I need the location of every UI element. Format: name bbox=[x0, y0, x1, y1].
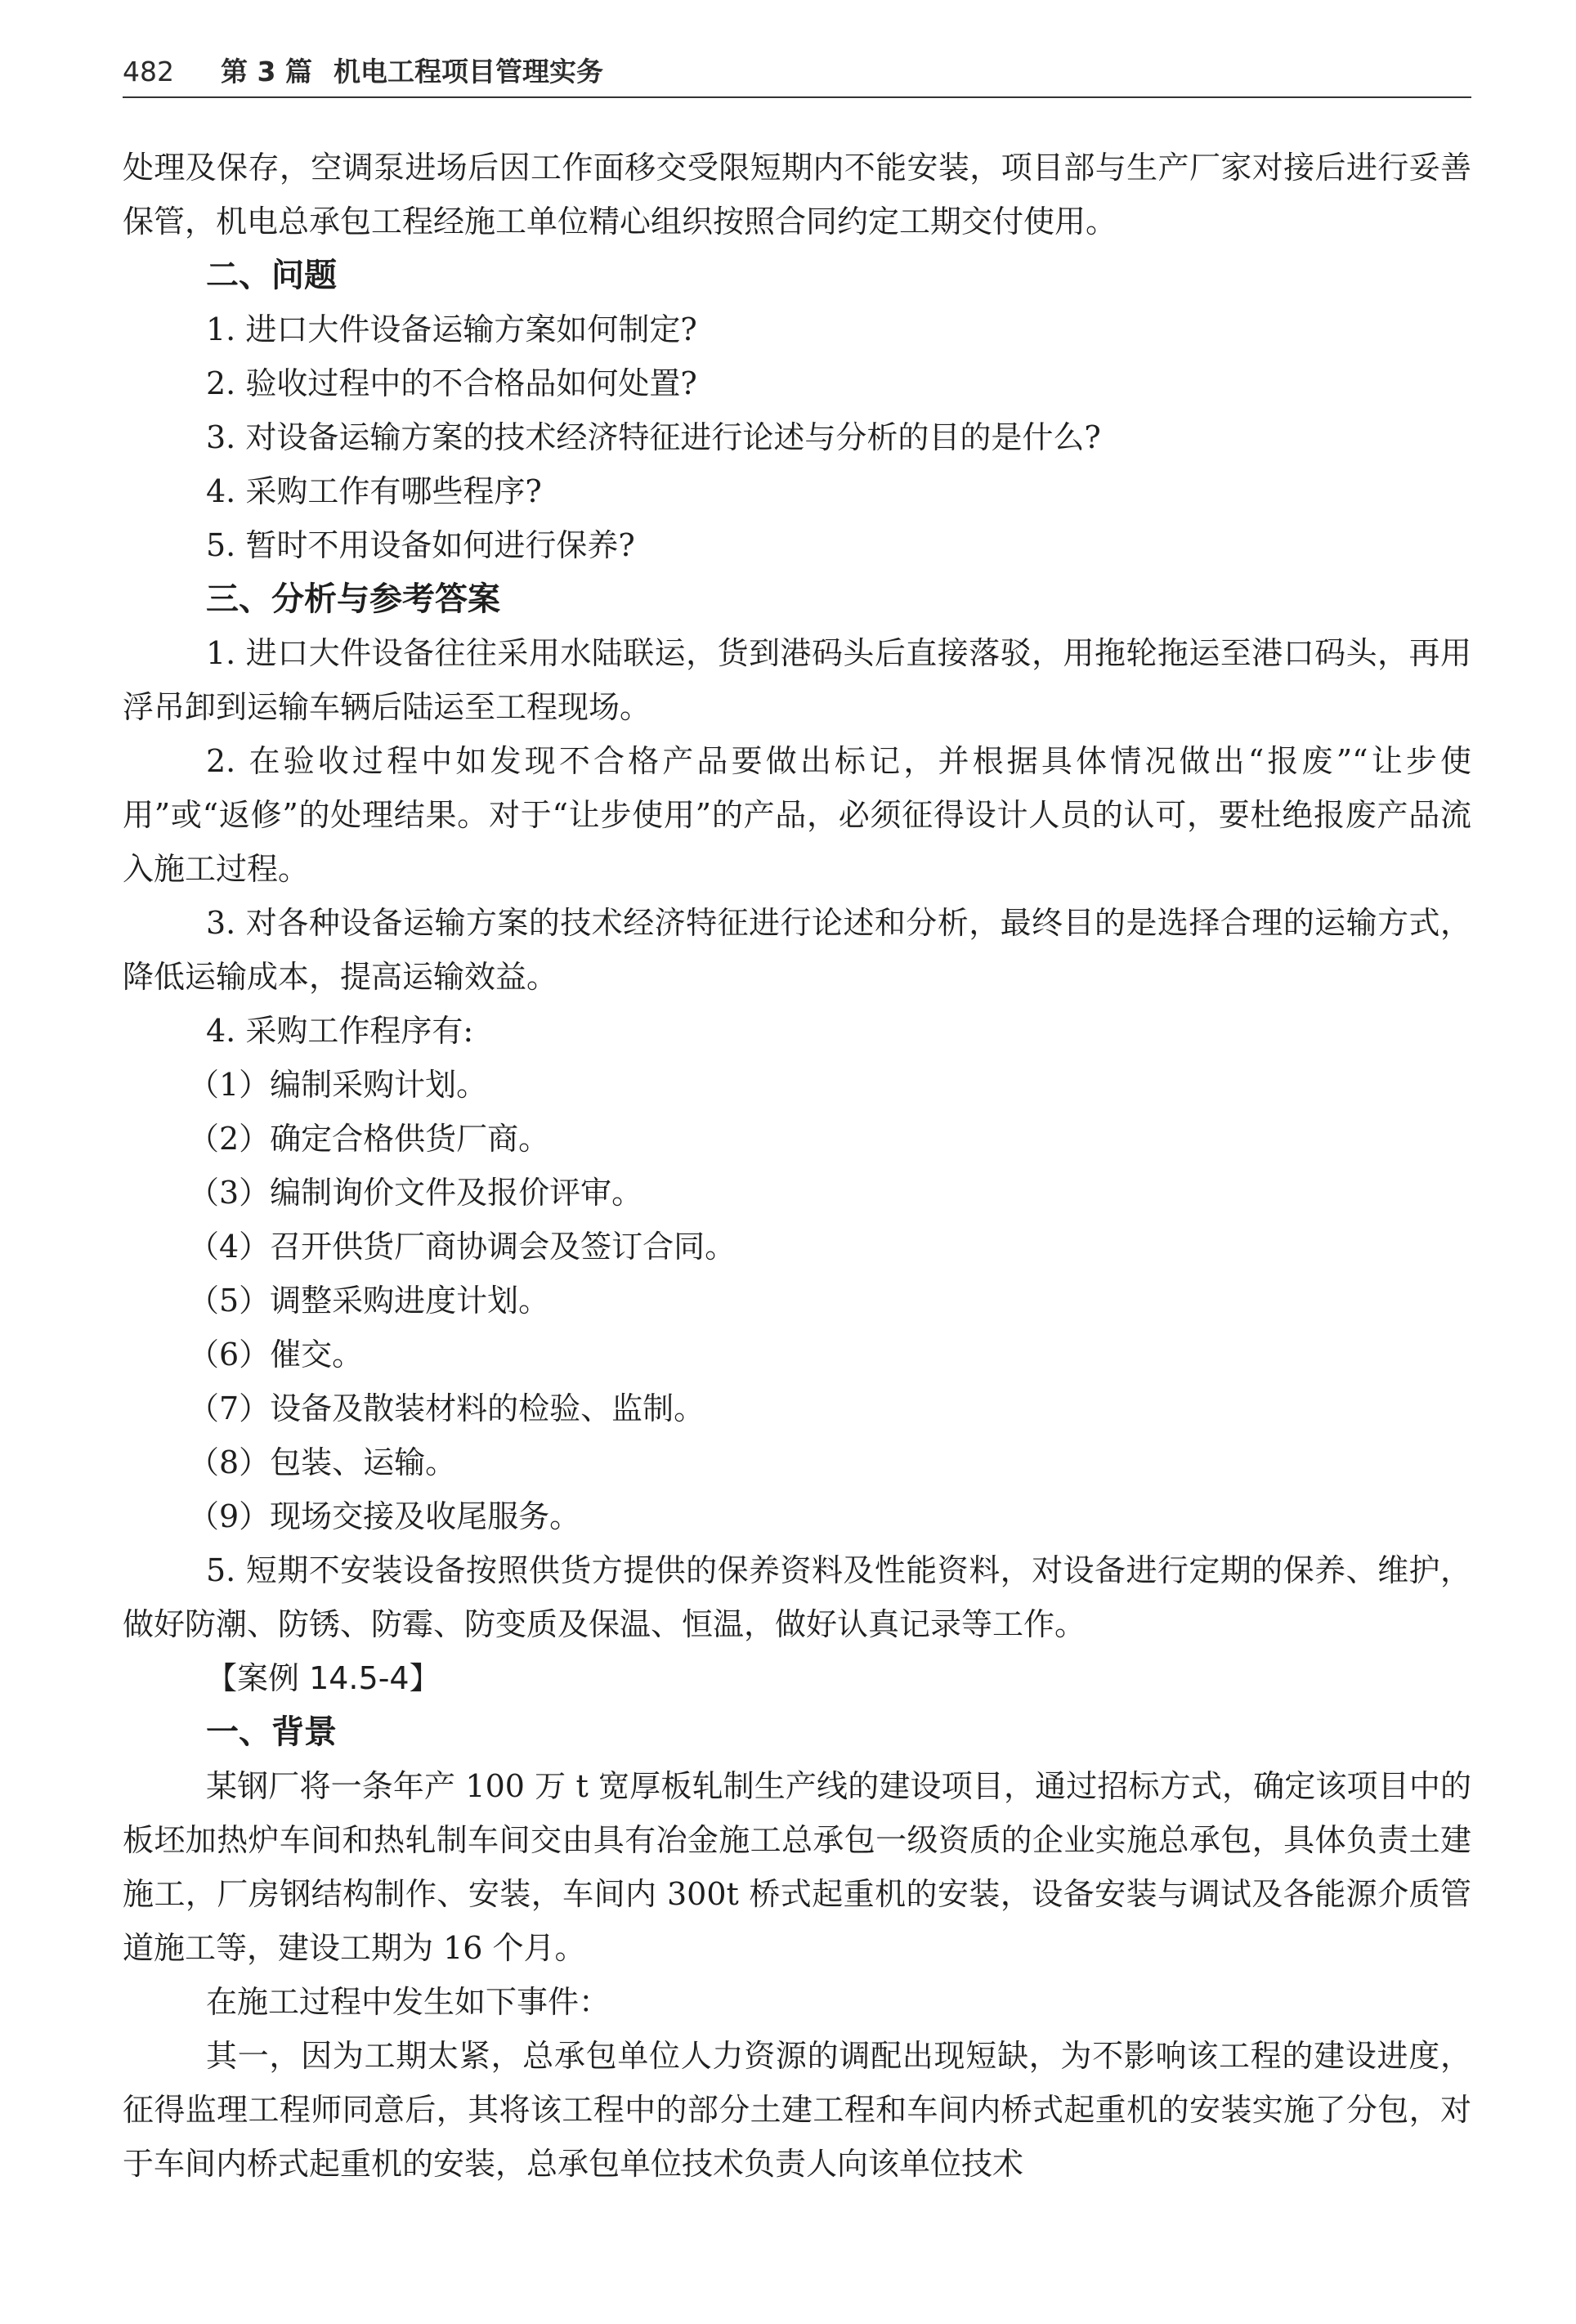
procurement-step: （2）确定合格供货厂商。 bbox=[188, 1121, 550, 1157]
procurement-step: （5）调整采购进度计划。 bbox=[188, 1283, 550, 1319]
procurement-step: （6）催交。 bbox=[188, 1337, 364, 1372]
page-number: 482 bbox=[123, 56, 174, 87]
procurement-step: （4）召开供货厂商协调会及签订合同。 bbox=[188, 1229, 737, 1265]
answer-1: 1. 进口大件设备往往采用水陆联运，货到港码头后直接落驳，用拖轮拖运至港口码头，再用浮吊卸到运输车辆后陆运至工程现场。 bbox=[123, 635, 1471, 725]
procurement-step: （1）编制采购计划。 bbox=[188, 1067, 488, 1103]
question-item: 1. 进口大件设备运输方案如何制定? bbox=[206, 311, 697, 347]
question-item: 3. 对设备运输方案的技术经济特征进行论述与分析的目的是什么? bbox=[206, 419, 1101, 455]
background-paragraph-2: 在施工过程中发生如下事件： bbox=[206, 1984, 611, 2020]
procurement-step: （7）设备及散装材料的检验、监制。 bbox=[188, 1390, 705, 1426]
background-paragraph-1: 某钢厂将一条年产 100 万 t 宽厚板轧制生产线的建设项目，通过招标方式，确定该项目中的板坯加热炉车间和热轧制车间交由具有冶金施工总承包一级资质的企业实施总承包，具体负责土建施工，厂房钢结构制作、安装，车间内 300t 桥式起重机的安装，设备安装与调试及各能源介质管道施工等，建设工期为 16 个月。 bbox=[123, 1768, 1471, 1966]
background-paragraph-3: 其一，因为工期太紧，总承包单位人力资源的调配出现短缺，为不影响该工程的建设进度，征得监理工程师同意后，其将该工程中的部分土建工程和车间内桥式起重机的安装实施了分包，对于车间内桥式起重机的安装，总承包单位技术负责人向该单位技术 bbox=[123, 2038, 1471, 2182]
case-label: 【案例 14.5-4】 bbox=[206, 1660, 441, 1696]
answer-3: 3. 对各种设备运输方案的技术经济特征进行论述和分析，最终目的是选择合理的运输方式，降低运输成本，提高运输效益。 bbox=[123, 905, 1471, 995]
procurement-step: （9）现场交接及收尾服务。 bbox=[188, 1498, 581, 1534]
background-heading: 一、背景 bbox=[206, 1713, 337, 1751]
procurement-step: （3）编制询价文件及报价评审。 bbox=[188, 1175, 643, 1211]
header-rule bbox=[123, 96, 1471, 98]
question-item: 4. 采购工作有哪些程序? bbox=[206, 473, 542, 509]
page-body bbox=[123, 141, 1471, 2191]
intro-paragraph: 处理及保存，空调泵进场后因工作面移交受限短期内不能安装，项目部与生产厂家对接后进行妥善保管，机电总承包工程经施工单位精心组织按照合同约定工期交付使用。 bbox=[123, 150, 1471, 240]
answers-heading: 三、分析与参考答案 bbox=[206, 580, 500, 618]
question-item: 5. 暂时不用设备如何进行保养? bbox=[206, 527, 635, 563]
page-header bbox=[123, 47, 1471, 96]
part-label: 第 3 篇 bbox=[221, 56, 312, 87]
chapter-title: 机电工程项目管理实务 bbox=[333, 56, 603, 87]
answer-4-title: 4. 采购工作程序有: bbox=[206, 1013, 474, 1049]
procurement-step: （8）包装、运输。 bbox=[188, 1444, 457, 1480]
question-item: 2. 验收过程中的不合格品如何处置? bbox=[206, 365, 697, 401]
answer-5: 5. 短期不安装设备按照供货方提供的保养资料及性能资料，对设备进行定期的保养、维护，做好防潮、防锈、防霉、防变质及保温、恒温，做好认真记录等工作。 bbox=[123, 1552, 1471, 1642]
questions-heading: 二、问题 bbox=[206, 257, 337, 294]
answer-2: 2. 在验收过程中如发现不合格产品要做出标记，并根据具体情况做出“报废”“让步使用”或“返修”的处理结果。对于“让步使用”的产品，必须征得设计人员的认可，要杜绝报废产品流入施工过程。 bbox=[123, 743, 1471, 887]
